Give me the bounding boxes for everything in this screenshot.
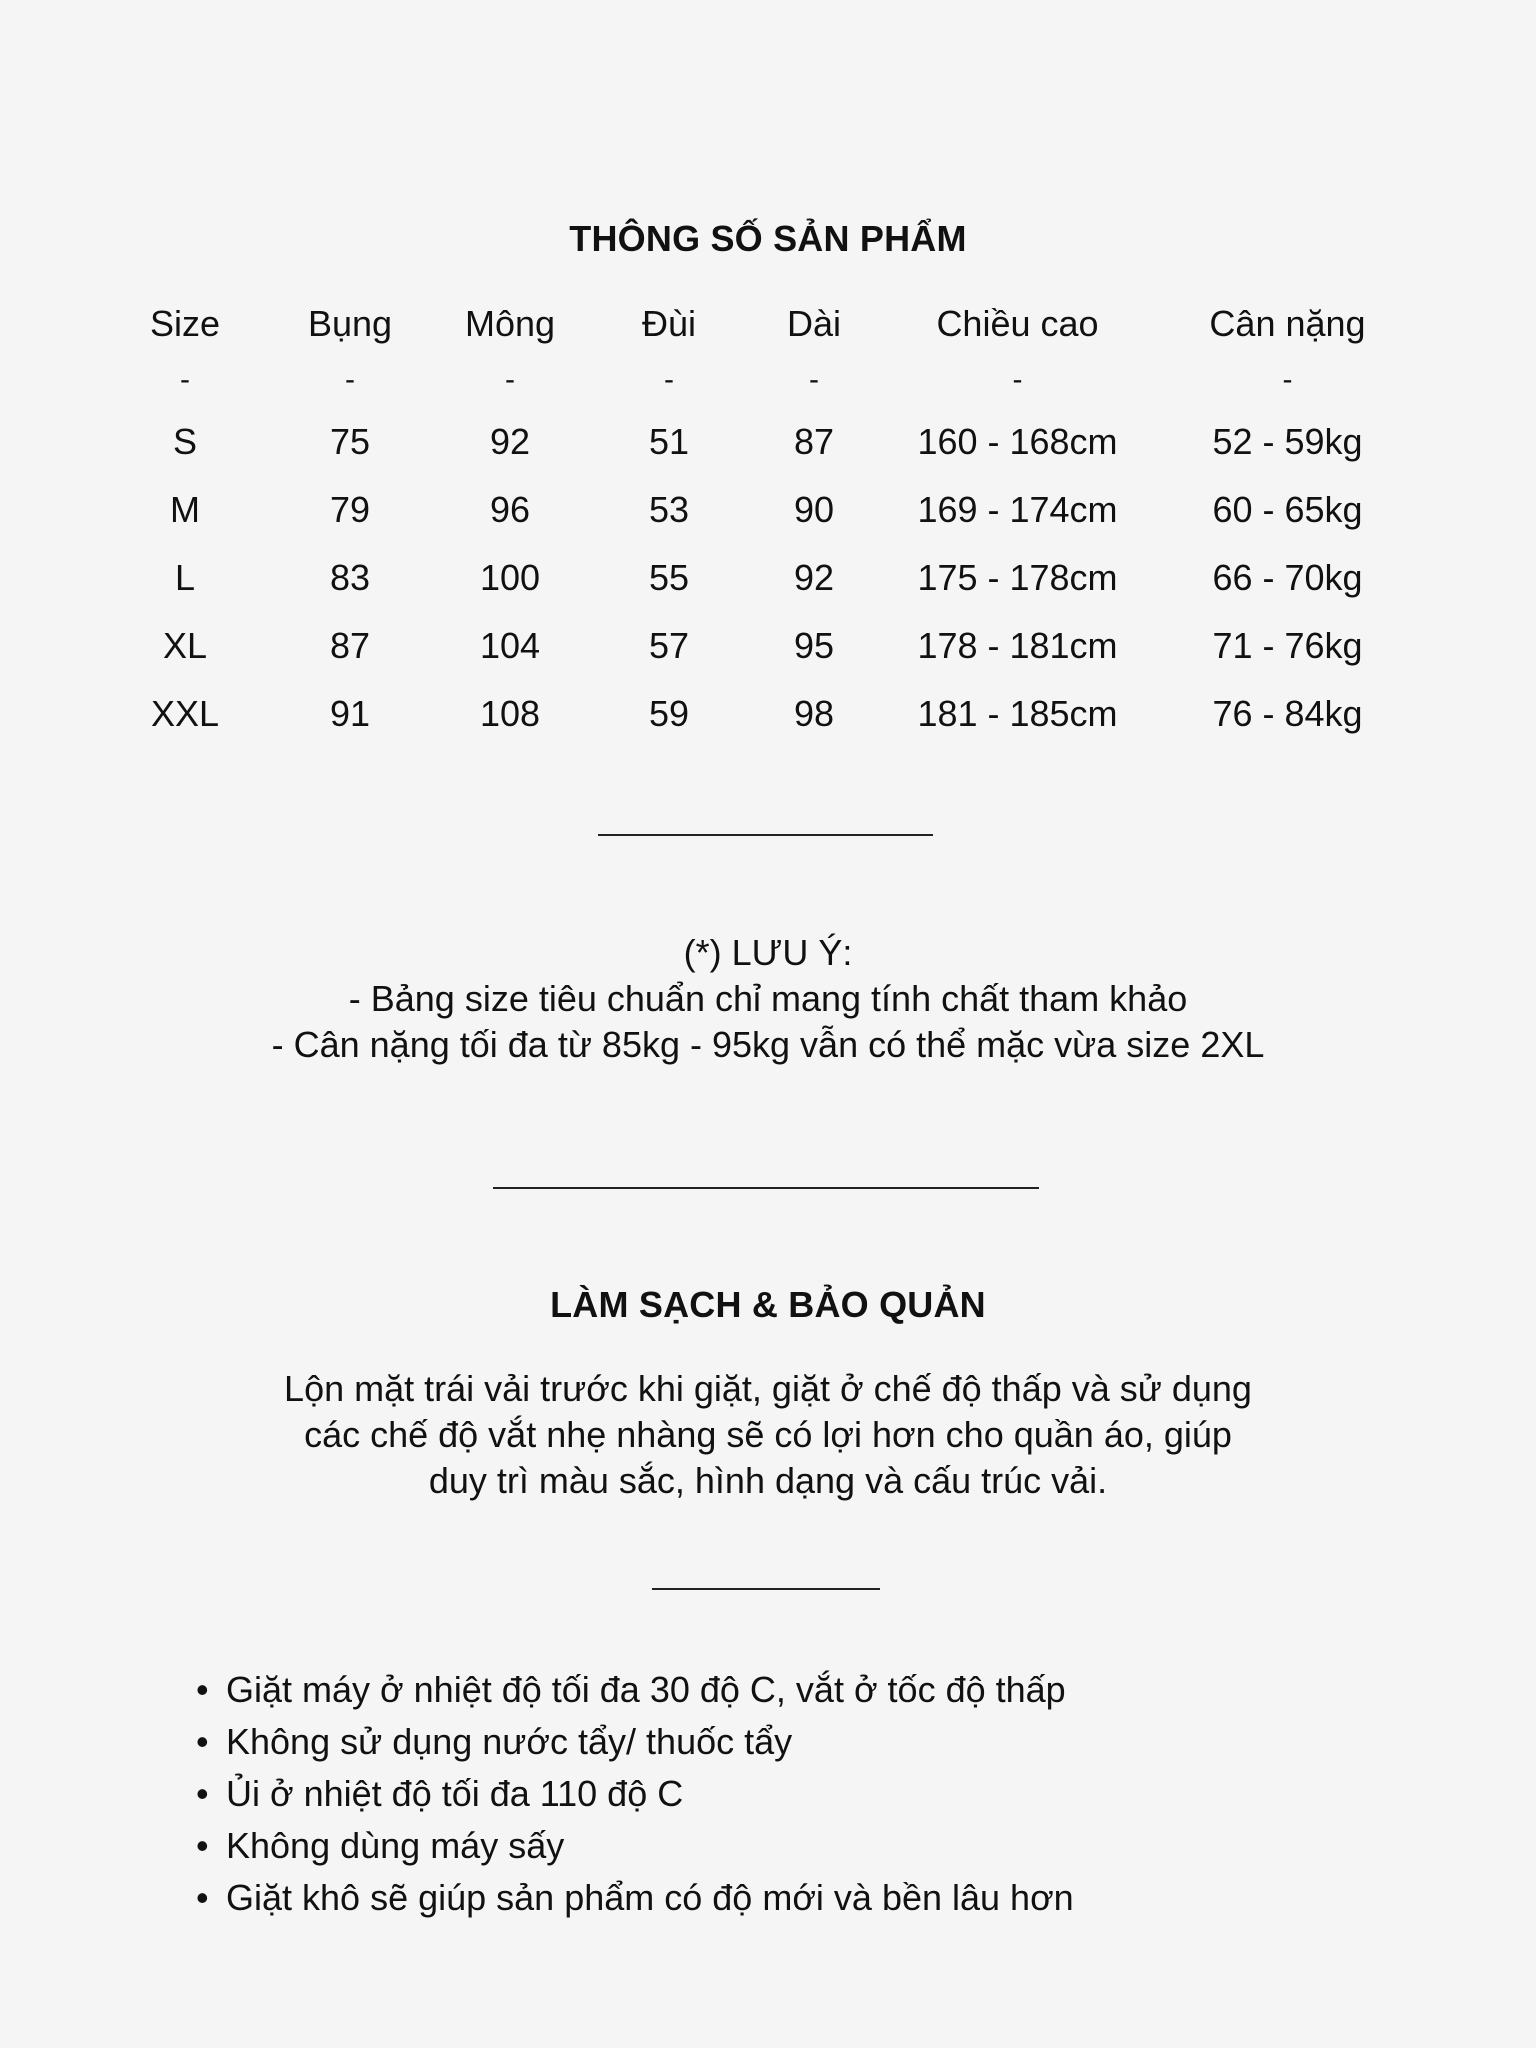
header-dash: -: [505, 363, 515, 396]
header-dash: -: [180, 363, 190, 396]
list-item: [196, 1820, 1074, 1872]
header-dash: -: [664, 363, 674, 396]
table-cell: 71 - 76kg: [1212, 625, 1363, 666]
table-cell: L: [174, 557, 196, 598]
care-paragraph-line: duy trì màu sắc, hình dạng và cấu trúc vải.: [428, 1460, 1108, 1501]
table-cell: 76 - 84kg: [1212, 693, 1363, 734]
table-cell: 57: [648, 625, 690, 666]
spec-title: THÔNG SỐ SẢN PHẨM: [569, 218, 967, 259]
header-dash: -: [1282, 363, 1293, 396]
table-cell: 104: [479, 625, 541, 666]
header-can-nang: Cân nặng: [1209, 303, 1366, 344]
list-item: [196, 1872, 1074, 1924]
table-cell: XL: [162, 625, 208, 666]
table-cell: 75: [329, 421, 371, 462]
list-item: [196, 1664, 1074, 1716]
list-item-text: Không dùng máy sấy: [226, 1825, 565, 1866]
bullet-icon: •: [196, 1669, 209, 1710]
table-cell: 92: [489, 421, 531, 462]
care-list: [196, 1664, 1074, 1924]
table-cell: 51: [648, 421, 690, 462]
note-block: [0, 930, 1536, 1068]
bullet-icon: •: [196, 1825, 209, 1866]
table-cell: 59: [648, 693, 690, 734]
note-line: - Cân nặng tối đa từ 85kg - 95kg vẫn có thể mặc vừa size 2XL: [271, 1024, 1265, 1065]
size-table: [100, 296, 1420, 748]
table-cell: 52 - 59kg: [1212, 421, 1363, 462]
table-cell: 108: [479, 693, 541, 734]
table-cell: 160 - 168cm: [917, 421, 1118, 462]
table-cell: 181 - 185cm: [917, 693, 1118, 734]
header-mong: Mông: [464, 303, 556, 344]
table-cell: M: [170, 489, 200, 530]
table-cell: 91: [329, 693, 371, 734]
bullet-icon: •: [196, 1773, 209, 1814]
table-cell: 175 - 178cm: [917, 557, 1118, 598]
header-dai: Dài: [786, 303, 842, 344]
bullet-icon: •: [196, 1877, 209, 1918]
table-row: [100, 680, 1420, 748]
list-item-text: Giặt khô sẽ giúp sản phẩm có độ mới và bền lâu hơn: [226, 1877, 1074, 1918]
divider: [493, 1187, 1039, 1189]
list-item-text: Không sử dụng nước tẩy/ thuốc tẩy: [226, 1721, 793, 1762]
table-cell: 87: [329, 625, 371, 666]
header-dash: -: [1012, 363, 1023, 396]
table-cell: 87: [793, 421, 835, 462]
table-cell: 92: [793, 557, 835, 598]
table-cell: 66 - 70kg: [1212, 557, 1363, 598]
care-paragraph: [0, 1366, 1536, 1504]
note-line: - Bảng size tiêu chuẩn chỉ mang tính chất tham khảo: [348, 978, 1188, 1019]
header-bung: Bụng: [307, 303, 393, 344]
table-header-row: [100, 296, 1420, 352]
bullet-icon: •: [196, 1721, 209, 1762]
table-cell: 178 - 181cm: [917, 625, 1118, 666]
care-paragraph-line: các chế độ vắt nhẹ nhàng sẽ có lợi hơn cho quần áo, giúp: [304, 1414, 1232, 1455]
header-dui: Đùi: [641, 303, 697, 344]
table-cell: 90: [793, 489, 835, 530]
table-cell: 169 - 174cm: [917, 489, 1118, 530]
table-row: [100, 476, 1420, 544]
header-dash: -: [345, 363, 355, 396]
header-chieu-cao: Chiều cao: [936, 303, 1099, 344]
table-cell: 79: [329, 489, 371, 530]
table-cell: 100: [479, 557, 541, 598]
table-row: [100, 408, 1420, 476]
table-row: [100, 612, 1420, 680]
table-cell: 53: [648, 489, 690, 530]
table-cell: 96: [489, 489, 531, 530]
care-paragraph-line: Lộn mặt trái vải trước khi giặt, giặt ở chế độ thấp và sử dụng: [284, 1368, 1252, 1409]
divider: [652, 1588, 880, 1590]
table-cell: 55: [648, 557, 690, 598]
table-row: [100, 544, 1420, 612]
table-cell: 60 - 65kg: [1212, 489, 1363, 530]
list-item: [196, 1768, 1074, 1820]
list-item-text: Ủi ở nhiệt độ tối đa 110 độ C: [226, 1773, 684, 1814]
table-cell: 95: [793, 625, 835, 666]
table-cell: 83: [329, 557, 371, 598]
care-title: LÀM SẠCH & BẢO QUẢN: [550, 1284, 986, 1325]
table-cell: 98: [793, 693, 835, 734]
divider: [598, 834, 933, 836]
header-size: Size: [149, 303, 221, 344]
table-cell: S: [172, 421, 197, 462]
table-cell: XXL: [150, 693, 220, 734]
list-item: [196, 1716, 1074, 1768]
header-dash-row: [100, 352, 1420, 408]
header-dash: -: [809, 363, 819, 396]
note-heading: (*) LƯU Ý:: [683, 932, 853, 973]
list-item-text: Giặt máy ở nhiệt độ tối đa 30 độ C, vắt ở tốc độ thấp: [226, 1669, 1066, 1710]
